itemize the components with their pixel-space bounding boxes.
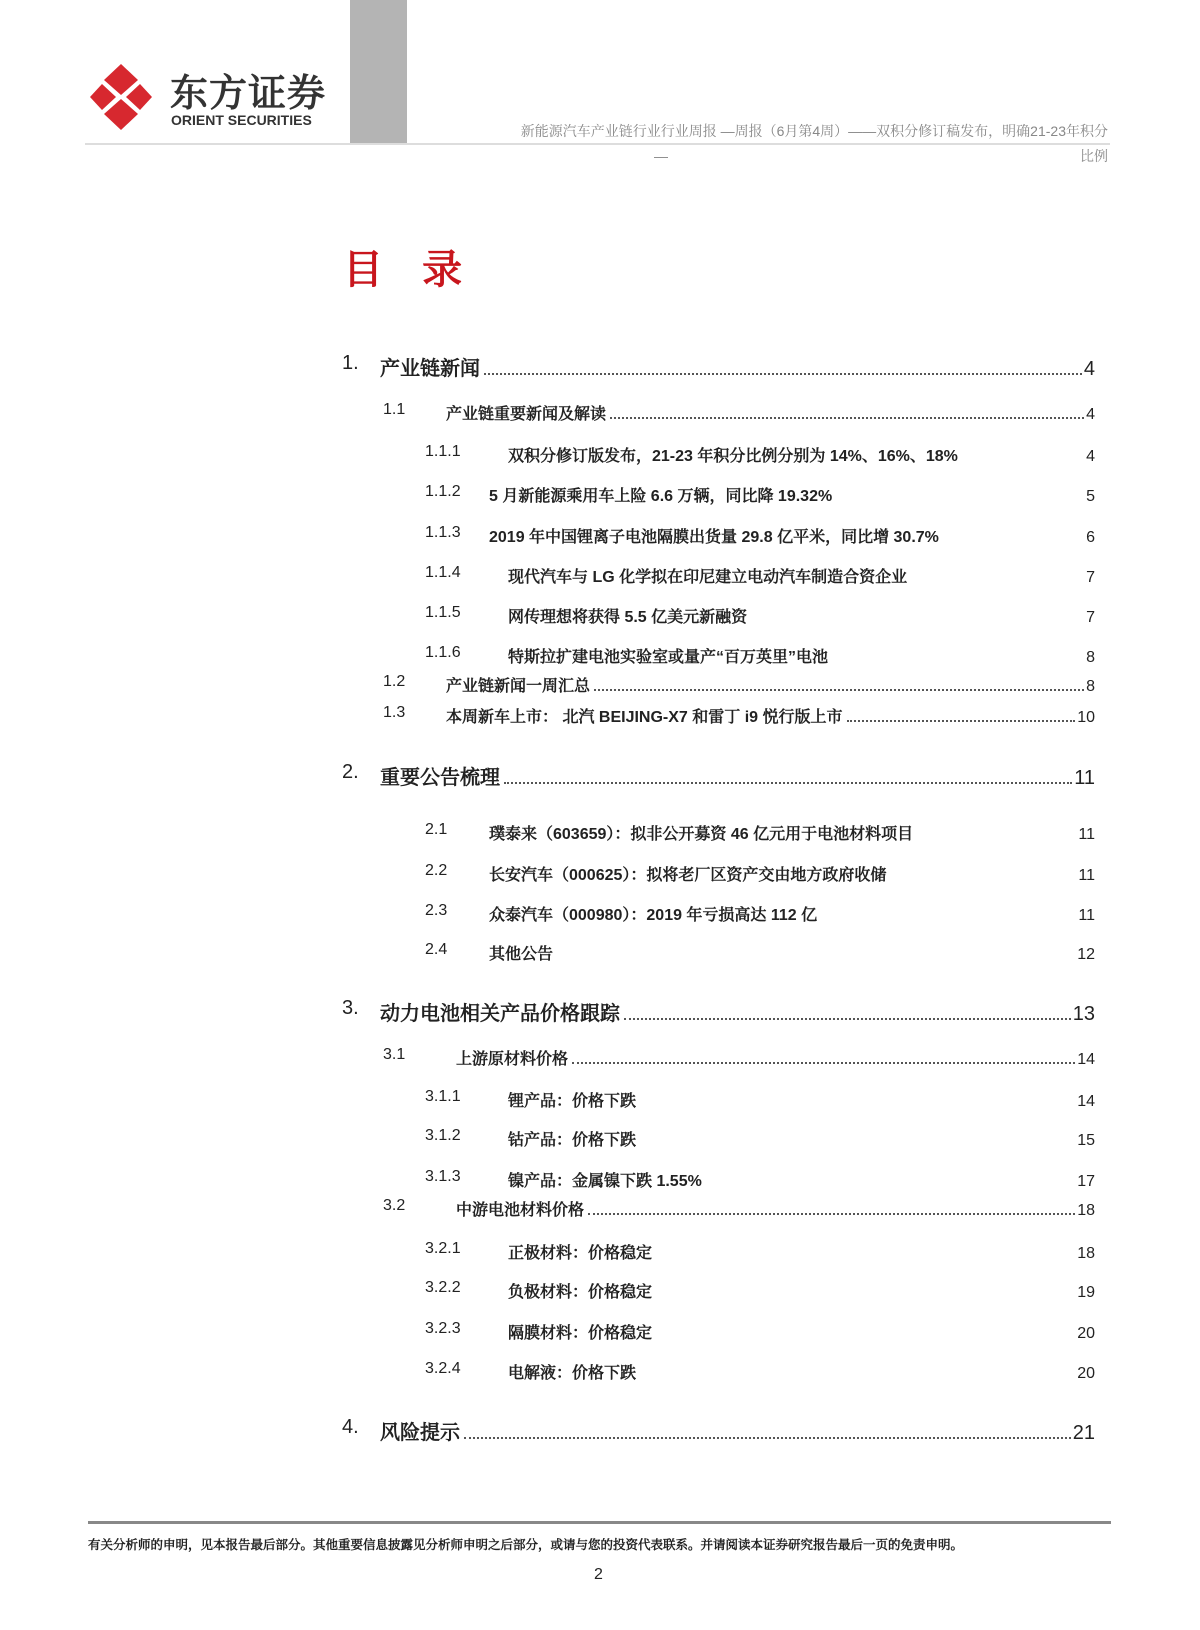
- toc-page: 7: [1086, 609, 1095, 626]
- toc-text: 重要公告梳理: [380, 767, 500, 789]
- toc-heading: 目 录: [343, 248, 477, 292]
- toc-entry[interactable]: [425, 1168, 1095, 1191]
- report-title: 新能源汽车产业链行业行业周报 —周报（6月第4周）——双积分修订稿发布，明确21-23年积分: [520, 123, 1108, 139]
- toc-page: 17: [1077, 1173, 1095, 1190]
- report-title-dash: —: [654, 148, 668, 164]
- footer-disclaimer: 有关分析师的申明，见本报告最后部分。其他重要信息披露见分析师申明之后部分，或请与您的投资代表联系。并请阅读本证券研究报告最后一页的免责申明。: [88, 1538, 964, 1552]
- toc-entry[interactable]: [425, 1320, 1095, 1343]
- toc-text: 电解液：价格下跌: [508, 1365, 637, 1382]
- toc-number: 3.2.2: [425, 1279, 461, 1296]
- toc-page: 20: [1077, 1325, 1095, 1342]
- logo-chinese-name: 东方证券: [170, 73, 327, 115]
- toc-entry[interactable]: [425, 902, 1095, 925]
- toc-number: 1.1: [383, 401, 406, 418]
- toc-text: 动力电池相关产品价格跟踪: [380, 1003, 620, 1025]
- toc-number: 3.1: [383, 1046, 406, 1063]
- toc-entry[interactable]: [425, 941, 1095, 964]
- toc-text: 产业链新闻一周汇总: [446, 678, 591, 695]
- toc-page: 12: [1077, 946, 1095, 963]
- toc-page: 18: [1077, 1245, 1095, 1262]
- toc-leader: [464, 1437, 1071, 1439]
- toc-number: 3.: [342, 997, 359, 1019]
- toc-leader: [610, 417, 1084, 419]
- toc-entry[interactable]: [425, 483, 1095, 506]
- toc-number: 1.3: [383, 704, 406, 721]
- toc-number: 3.2.3: [425, 1320, 461, 1337]
- toc-number: 1.2: [383, 673, 406, 690]
- toc-entry[interactable]: [425, 443, 1095, 466]
- toc-leader: [624, 1018, 1071, 1020]
- toc-text: 5 月新能源乘用车上险 6.6 万辆，同比降 19.32%: [489, 488, 833, 505]
- toc-leader: [572, 1062, 1075, 1064]
- toc-page: 15: [1077, 1132, 1095, 1149]
- toc-page: 8: [1086, 678, 1095, 695]
- footer-divider: [88, 1521, 1111, 1524]
- toc-number: 2.: [342, 761, 359, 783]
- toc-entry[interactable]: [383, 1046, 1095, 1069]
- toc-entry[interactable]: [425, 1240, 1095, 1263]
- toc-number: 1.1.6: [425, 644, 461, 661]
- report-title-continued: 比例: [1080, 148, 1108, 164]
- toc-page: 14: [1077, 1093, 1095, 1110]
- toc-number: 1.1.4: [425, 564, 461, 581]
- toc-number: 2.3: [425, 902, 448, 919]
- toc-page: 18: [1077, 1202, 1095, 1219]
- toc-leader: [847, 720, 1076, 722]
- toc-entry[interactable]: [383, 704, 1095, 727]
- toc-number: 3.1.1: [425, 1088, 461, 1105]
- toc-number: 3.2: [383, 1197, 406, 1214]
- toc-number: 1.: [342, 352, 359, 374]
- toc-page: 8: [1086, 649, 1095, 666]
- toc-page: 11: [1078, 907, 1095, 924]
- toc-entry[interactable]: [425, 862, 1095, 885]
- toc-entry[interactable]: [425, 644, 1095, 667]
- toc-text: 众泰汽车（000980）：2019 年亏损高达 112 亿: [489, 907, 818, 924]
- toc-text: 双积分修订版发布，21-23 年积分比例分别为 14%、16%、18%: [508, 448, 958, 465]
- toc-text: 钴产品：价格下跌: [508, 1132, 637, 1149]
- toc-entry[interactable]: [342, 1416, 1095, 1445]
- toc-number: 1.1.2: [425, 483, 461, 500]
- toc-entry[interactable]: [425, 524, 1095, 547]
- toc-entry[interactable]: [425, 1279, 1095, 1302]
- toc-page: 5: [1086, 488, 1095, 505]
- toc-entry[interactable]: [425, 1360, 1095, 1383]
- toc-page: 11: [1078, 826, 1095, 843]
- toc-text: 现代汽车与 LG 化学拟在印尼建立电动汽车制造合资企业: [508, 569, 908, 586]
- toc-number: 3.1.2: [425, 1127, 461, 1144]
- toc-entry[interactable]: [425, 564, 1095, 587]
- toc-page: 6: [1086, 529, 1095, 546]
- toc-text: 产业链新闻: [380, 358, 480, 380]
- toc-number: 1.1.5: [425, 604, 461, 621]
- toc-leader: [594, 689, 1084, 691]
- toc-text: 特斯拉扩建电池实验室或量产“百万英里”电池: [508, 649, 829, 666]
- toc-text: 隔膜材料：价格稳定: [508, 1325, 653, 1342]
- toc-page: 20: [1077, 1365, 1095, 1382]
- toc-text: 2019 年中国锂离子电池隔膜出货量 29.8 亿平米，同比增 30.7%: [489, 529, 939, 546]
- toc-leader: [504, 782, 1072, 784]
- toc-entry[interactable]: [425, 604, 1095, 627]
- toc-number: 2.2: [425, 862, 448, 879]
- toc-text: 风险提示: [380, 1422, 460, 1444]
- toc-entry[interactable]: [342, 997, 1095, 1026]
- toc-text: 正极材料：价格稳定: [508, 1245, 653, 1262]
- toc-entry[interactable]: [342, 761, 1095, 790]
- toc-text: 上游原材料价格: [456, 1051, 569, 1068]
- toc-page: 7: [1086, 569, 1095, 586]
- toc-page: 10: [1077, 709, 1095, 726]
- toc-page: 4: [1086, 406, 1095, 423]
- toc-entry[interactable]: [425, 1127, 1095, 1150]
- toc-text: 网传理想将获得 5.5 亿美元新融资: [508, 609, 748, 626]
- toc-number: 3.1.3: [425, 1168, 461, 1185]
- toc-page: 11: [1074, 767, 1095, 789]
- header-divider: [85, 143, 1110, 145]
- toc-entry[interactable]: [425, 1088, 1095, 1111]
- toc-number: 2.1: [425, 821, 448, 838]
- toc-page: 4: [1086, 448, 1095, 465]
- toc-entry[interactable]: [383, 673, 1095, 696]
- toc-number: 1.1.3: [425, 524, 461, 541]
- toc-entry[interactable]: [425, 821, 1095, 844]
- toc-page: 4: [1083, 358, 1095, 380]
- toc-number: 3.2.4: [425, 1360, 461, 1377]
- toc-entry[interactable]: [342, 352, 1095, 381]
- toc-text: 镍产品：金属镍下跌 1.55%: [508, 1173, 702, 1190]
- toc-text: 负极材料：价格稳定: [508, 1284, 653, 1301]
- toc-number: 3.2.1: [425, 1240, 461, 1257]
- orient-securities-logo: [88, 62, 338, 134]
- toc-text: 产业链重要新闻及解读: [446, 406, 607, 423]
- toc-number: 2.4: [425, 941, 448, 958]
- toc-page: 14: [1077, 1051, 1095, 1068]
- toc-page: 11: [1078, 867, 1095, 884]
- toc-leader: [588, 1213, 1075, 1215]
- toc-text: 中游电池材料价格: [456, 1202, 585, 1219]
- toc-page: 21: [1072, 1422, 1095, 1444]
- header-gray-bar: [350, 0, 407, 143]
- toc-text: 本周新车上市： 北汽 BEIJING-X7 和雷丁 i9 悦行版上市: [446, 709, 843, 726]
- toc-number: 1.1.1: [425, 443, 461, 460]
- logo-diamond-icon: [88, 62, 154, 132]
- toc-text: 长安汽车（000625）：拟将老厂区资产交由地方政府收储: [489, 867, 887, 884]
- toc-number: 4.: [342, 1416, 359, 1438]
- toc-text: 锂产品：价格下跌: [508, 1093, 637, 1110]
- logo-english-name: ORIENT SECURITIES: [171, 112, 312, 128]
- toc-page: 19: [1077, 1284, 1095, 1301]
- toc-entry[interactable]: [383, 401, 1095, 424]
- toc-text: 璞泰来（603659）：拟非公开募资 46 亿元用于电池材料项目: [489, 826, 914, 843]
- toc-page: 13: [1072, 1003, 1095, 1025]
- toc-text: 其他公告: [489, 946, 554, 963]
- page-number: 2: [594, 1566, 603, 1583]
- toc-leader: [484, 373, 1082, 375]
- toc-entry[interactable]: [383, 1197, 1095, 1220]
